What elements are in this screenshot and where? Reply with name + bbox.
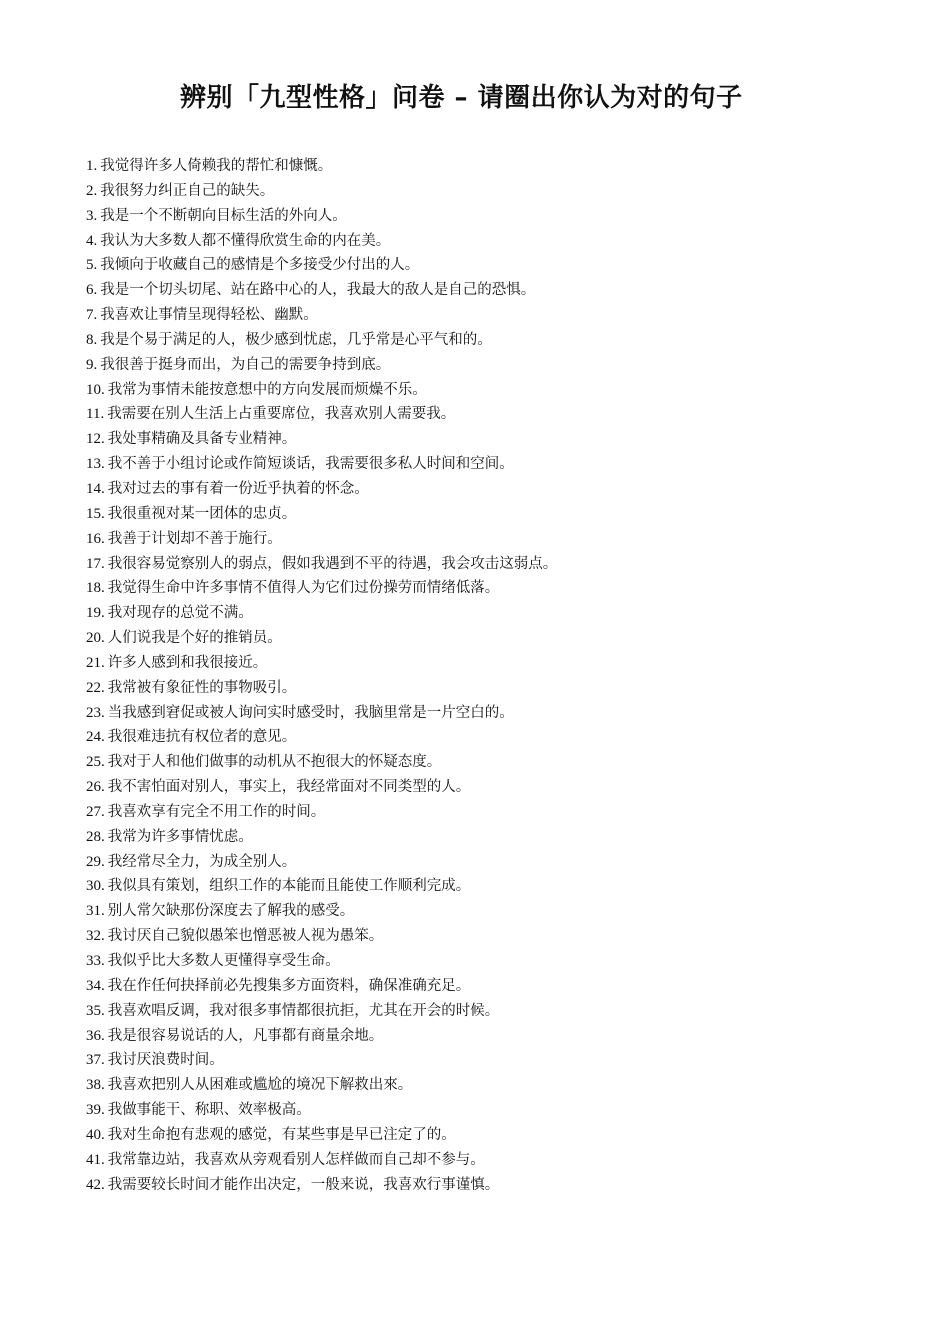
question-text: 我需要在别人生活上占重要席位，我喜欢别人需要我。	[107, 406, 456, 423]
question-number: 39.	[86, 1102, 105, 1119]
question-item	[86, 378, 916, 403]
question-number: 9.	[86, 356, 98, 373]
question-item	[86, 676, 916, 701]
question-number: 23.	[86, 704, 105, 721]
question-item	[86, 278, 916, 303]
question-number: 31.	[86, 903, 105, 920]
question-text: 我不害怕面对别人，事实上，我经常面对不同类型的人。	[107, 779, 471, 796]
question-number: 19.	[86, 605, 105, 622]
question-text: 我是一个不断朝向目标生活的外向人。	[100, 207, 347, 224]
question-item	[86, 502, 916, 527]
question-item	[86, 527, 916, 552]
question-number: 16.	[86, 530, 105, 547]
question-number: 32.	[86, 928, 105, 945]
question-number: 20.	[86, 630, 105, 647]
question-number: 17.	[86, 555, 105, 572]
question-number: 1.	[86, 158, 98, 174]
question-number: 22.	[86, 679, 105, 696]
question-text: 我在作任何抉择前必先搜集多方面资料，确保准确充足。	[107, 977, 471, 994]
question-text: 我认为大多数人都不懂得欣赏生命的内在美。	[100, 232, 391, 249]
question-number: 2.	[86, 182, 98, 199]
question-item	[86, 949, 916, 974]
question-item	[86, 1148, 916, 1173]
question-text: 我觉得许多人倚赖我的帮忙和慷慨。	[100, 158, 333, 174]
question-number: 7.	[86, 307, 98, 324]
question-number: 8.	[86, 331, 98, 348]
question-text: 我对过去的事有着一份近乎执着的怀念。	[107, 480, 369, 497]
question-number: 42.	[86, 1176, 105, 1193]
question-text: 我很容易觉察别人的弱点，假如我遇到不平的待遇，我会攻击这弱点。	[107, 555, 558, 572]
question-number: 15.	[86, 505, 105, 522]
question-number: 40.	[86, 1126, 105, 1143]
question-item	[86, 775, 916, 800]
question-text: 我喜欢让事情呈现得轻松、幽默。	[100, 307, 318, 324]
question-number: 5.	[86, 257, 98, 274]
question-number: 10.	[86, 381, 105, 398]
question-item	[86, 477, 916, 502]
question-number: 35.	[86, 1002, 105, 1019]
question-text: 我不善于小组讨论或作简短谈话，我需要很多私人时间和空间。	[107, 456, 514, 473]
question-item	[86, 999, 916, 1024]
question-text: 我处事精确及具备专业精神。	[107, 431, 297, 448]
question-text: 我常靠边站，我喜欢从旁观看别人怎样做而自己却不参与。	[107, 1151, 485, 1168]
question-text: 我常为许多事情忧虑。	[107, 828, 253, 845]
question-text: 我需要较长时间才能作出决定，一般来说，我喜欢行事谨慎。	[107, 1176, 500, 1193]
question-text: 我善于计划却不善于施行。	[107, 530, 282, 547]
question-text: 我是很容易说话的人，凡事都有商量余地。	[107, 1027, 384, 1044]
question-number: 14.	[86, 480, 105, 497]
question-text: 我对生命抱有悲观的感觉，有某些事是早已注定了的。	[107, 1126, 456, 1143]
question-number: 3.	[86, 207, 98, 224]
question-number: 37.	[86, 1052, 105, 1069]
question-number: 33.	[86, 953, 105, 969]
question-item	[86, 825, 916, 850]
question-text: 我倾向于收藏自己的感情是个多接受少付出的人。	[100, 257, 420, 274]
question-number: 27.	[86, 803, 105, 820]
question-text: 我很善于挺身而出，为自己的需要争持到底。	[100, 356, 391, 373]
question-text: 我觉得生命中许多事情不值得人为它们过份操劳而情绪低落。	[107, 580, 500, 597]
question-item	[86, 1098, 916, 1123]
question-item	[86, 850, 916, 875]
question-text: 我是一个切头切尾、站在路中心的人，我最大的敌人是自己的恐惧。	[100, 282, 536, 299]
question-item	[86, 924, 916, 949]
page-title: 辨别「九型性格」问卷 – 请圈出你认为对的句子	[180, 83, 743, 113]
question-item	[86, 800, 916, 825]
question-item	[86, 576, 916, 601]
question-text: 许多人感到和我很接近。	[107, 654, 268, 671]
question-text: 我经常尽全力，为成全别人。	[107, 853, 297, 870]
question-text: 我很难违抗有权位者的意见。	[107, 729, 297, 746]
question-text: 我喜欢享有完全不用工作的时间。	[107, 803, 326, 820]
question-number: 6.	[86, 282, 98, 299]
question-item	[86, 651, 916, 676]
question-text: 我常被有象征性的事物吸引。	[107, 679, 297, 696]
question-text: 我讨厌自己貌似愚笨也憎恶被人视为愚笨。	[107, 928, 384, 945]
question-number: 21.	[86, 654, 105, 671]
question-text: 我很努力纠正自己的缺失。	[100, 182, 275, 199]
question-text: 当我感到窘促或被人询问实时感受时，我脑里常是一片空白的。	[107, 704, 514, 721]
question-number: 36.	[86, 1027, 105, 1044]
question-text: 别人常欠缺那份深度去了解我的感受。	[107, 903, 355, 920]
question-number: 41.	[86, 1151, 105, 1168]
question-number: 12.	[86, 431, 105, 448]
question-text: 我似具有策划，组织工作的本能而且能使工作顺利完成。	[107, 878, 471, 895]
question-item	[86, 750, 916, 775]
question-item	[86, 229, 916, 254]
question-item	[86, 1048, 916, 1073]
question-item	[86, 154, 916, 179]
question-number: 30.	[86, 878, 105, 895]
question-item	[86, 1073, 916, 1098]
question-text: 我似乎比大多数人更懂得享受生命。	[107, 953, 340, 969]
question-item	[86, 874, 916, 899]
question-text: 我很重视对某一团体的忠贞。	[107, 505, 297, 522]
question-item	[86, 974, 916, 999]
question-item	[86, 427, 916, 452]
question-item	[86, 402, 916, 427]
question-number: 29.	[86, 853, 105, 870]
question-item	[86, 552, 916, 577]
question-item	[86, 328, 916, 353]
question-text: 我讨厌浪费时间。	[107, 1052, 224, 1069]
question-item	[86, 701, 916, 726]
question-item	[86, 1024, 916, 1049]
question-text: 人们说我是个好的推销员。	[107, 630, 282, 647]
question-number: 24.	[86, 729, 105, 746]
question-number: 18.	[86, 580, 105, 597]
question-text: 我喜欢把别人从困难或尴尬的境况下解救出來。	[107, 1077, 413, 1094]
question-text: 我做事能干、称职、效率极高。	[107, 1102, 311, 1119]
question-item	[86, 725, 916, 750]
question-text: 我是个易于满足的人，极少感到忧虑，几乎常是心平气和的。	[100, 331, 492, 348]
question-item	[86, 1173, 916, 1198]
question-text: 我常为事情未能按意想中的方向发展而烦燥不乐。	[107, 381, 427, 398]
question-number: 26.	[86, 779, 105, 796]
question-number: 28.	[86, 828, 105, 845]
question-item	[86, 303, 916, 328]
question-item	[86, 204, 916, 229]
question-item	[86, 899, 916, 924]
question-item	[86, 452, 916, 477]
question-item	[86, 179, 916, 204]
question-number: 25.	[86, 754, 105, 771]
question-item	[86, 626, 916, 651]
question-item	[86, 253, 916, 278]
question-text: 我对现存的总觉不满。	[107, 605, 253, 622]
question-number: 11.	[86, 406, 105, 423]
question-number: 34.	[86, 977, 105, 994]
question-text: 我喜欢唱反调，我对很多事情都很抗拒，尤其在开会的时候。	[107, 1002, 500, 1019]
question-list	[86, 154, 916, 1197]
question-number: 13.	[86, 456, 105, 473]
question-number: 38.	[86, 1077, 105, 1094]
question-item	[86, 353, 916, 378]
question-item	[86, 1123, 916, 1148]
question-number: 4.	[86, 232, 98, 249]
question-text: 我对于人和他们做事的动机从不抱很大的怀疑态度。	[107, 754, 442, 771]
question-item	[86, 601, 916, 626]
